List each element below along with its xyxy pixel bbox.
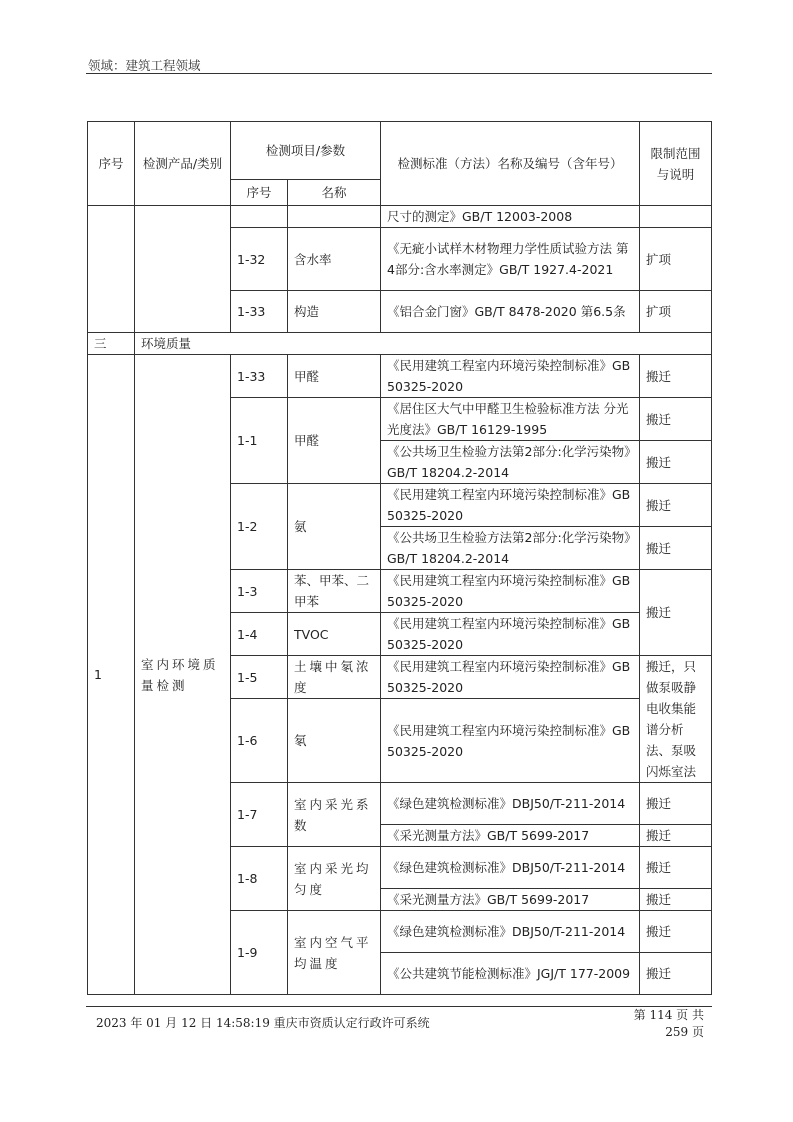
group-category: 室内环境质量检测 xyxy=(135,355,231,995)
header-divider xyxy=(86,73,712,74)
cell-empty xyxy=(640,206,712,228)
cell-sub-name: 氡 xyxy=(288,699,381,783)
section-title: 环境质量 xyxy=(135,333,712,355)
group-seq: 1 xyxy=(88,355,135,995)
cell-sub-name: 甲醛 xyxy=(288,398,381,484)
cell-sub-seq: 1-32 xyxy=(231,228,288,291)
cell-limit: 搬迁 xyxy=(640,825,712,847)
cell-limit: 搬迁 xyxy=(640,441,712,484)
cell-limit: 搬迁 xyxy=(640,889,712,911)
cell-sub-seq: 1-7 xyxy=(231,783,288,847)
cell-standard: 《公共建筑节能检测标准》JGJ/T 177-2009 xyxy=(381,953,640,995)
cell-sub-seq: 1-8 xyxy=(231,847,288,911)
col-header-sub-name: 名称 xyxy=(288,180,381,206)
cell-standard: 《民用建筑工程室内环境污染控制标准》GB 50325-2020 xyxy=(381,656,640,699)
cell-limit: 搬迁 xyxy=(640,911,712,953)
domain-header: 领域：建筑工程领域 xyxy=(88,58,201,73)
col-header-sub-seq: 序号 xyxy=(231,180,288,206)
cell-limit: 搬迁 xyxy=(640,953,712,995)
cell-sub-name: 构造 xyxy=(288,291,381,333)
cell-limit: 扩项 xyxy=(640,291,712,333)
cell-sub-name: 室内采光系数 xyxy=(288,783,381,847)
cell-sub-name: 室内空气平均温度 xyxy=(288,911,381,995)
cell-standard: 《采光测量方法》GB/T 5699-2017 xyxy=(381,825,640,847)
section-number: 三 xyxy=(88,333,135,355)
cell-sub-seq: 1-3 xyxy=(231,570,288,613)
cell-sub-name: 含水率 xyxy=(288,228,381,291)
cell-sub-seq: 1-33 xyxy=(231,355,288,398)
cell-limit: 搬迁 xyxy=(640,783,712,825)
cell-sub-seq: 1-33 xyxy=(231,291,288,333)
cell-sub-name: 氨 xyxy=(288,484,381,570)
cell-limit: 搬迁 xyxy=(640,355,712,398)
cell-standard: 《绿色建筑检测标准》DBJ50/T-211-2014 xyxy=(381,783,640,825)
cell-sub-seq: 1-4 xyxy=(231,613,288,656)
cell-standard: 《民用建筑工程室内环境污染控制标准》GB 50325-2020 xyxy=(381,570,640,613)
cell-limit: 搬迁 xyxy=(640,847,712,889)
cell-limit: 扩项 xyxy=(640,228,712,291)
cell-standard: 《公共场卫生检验方法第2部分:化学污染物》GB/T 18204.2-2014 xyxy=(381,441,640,484)
cell-sub-seq: 1-1 xyxy=(231,398,288,484)
cell-sub-seq: 1-9 xyxy=(231,911,288,995)
cell-limit: 搬迁 xyxy=(640,484,712,527)
cell-limit: 搬迁 xyxy=(640,527,712,570)
cell-sub-seq: 1-5 xyxy=(231,656,288,699)
cell-empty xyxy=(88,206,135,333)
col-header-limit: 限制范围与说明 xyxy=(640,122,712,206)
cell-limit: 搬迁，只做泵吸静电收集能谱分析法、泵吸闪烁室法 xyxy=(640,656,712,783)
cell-standard: 《绿色建筑检测标准》DBJ50/T-211-2014 xyxy=(381,847,640,889)
cell-standard: 《民用建筑工程室内环境污染控制标准》GB 50325-2020 xyxy=(381,699,640,783)
cell-sub-name: 土壤中氡浓度 xyxy=(288,656,381,699)
cell-limit: 搬迁 xyxy=(640,570,712,656)
cell-sub-name: TVOC xyxy=(288,613,381,656)
cell-sub-seq: 1-6 xyxy=(231,699,288,783)
footer-page-number: 第 114 页 共 259 页 xyxy=(633,1008,704,1039)
cell-standard: 《民用建筑工程室内环境污染控制标准》GB 50325-2020 xyxy=(381,613,640,656)
col-header-seq: 序号 xyxy=(88,122,135,206)
scope-table xyxy=(87,121,712,995)
cell-standard: 《绿色建筑检测标准》DBJ50/T-211-2014 xyxy=(381,911,640,953)
cell-standard: 《民用建筑工程室内环境污染控制标准》GB 50325-2020 xyxy=(381,355,640,398)
col-header-standard: 检测标准（方法）名称及编号（含年号） xyxy=(381,122,640,206)
cell-empty xyxy=(288,206,381,228)
cell-empty xyxy=(231,206,288,228)
cell-sub-name: 甲醛 xyxy=(288,355,381,398)
col-header-category: 检测产品/类别 xyxy=(135,122,231,206)
cell-standard: 尺寸的测定》GB/T 12003-2008 xyxy=(381,206,640,228)
cell-standard: 《无疵小试样木材物理力学性质试验方法 第4部分:含水率测定》GB/T 1927.4-2021 xyxy=(381,228,640,291)
cell-sub-name: 室内采光均匀度 xyxy=(288,847,381,911)
cell-standard: 《公共场卫生检验方法第2部分:化学污染物》GB/T 18204.2-2014 xyxy=(381,527,640,570)
cell-standard: 《民用建筑工程室内环境污染控制标准》GB 50325-2020 xyxy=(381,484,640,527)
cell-standard: 《居住区大气中甲醛卫生检验标准方法 分光光度法》GB/T 16129-1995 xyxy=(381,398,640,441)
cell-sub-seq: 1-2 xyxy=(231,484,288,570)
footer-timestamp: 2023 年 01 月 12 日 14:58:19 重庆市资质认定行政许可系统 xyxy=(96,1016,430,1030)
cell-standard: 《铝合金门窗》GB/T 8478-2020 第6.5条 xyxy=(381,291,640,333)
cell-standard: 《采光测量方法》GB/T 5699-2017 xyxy=(381,889,640,911)
cell-limit: 搬迁 xyxy=(640,398,712,441)
cell-sub-name: 苯、甲苯、二甲苯 xyxy=(288,570,381,613)
col-header-item-param: 检测项目/参数 xyxy=(231,122,381,180)
cell-empty xyxy=(135,206,231,333)
